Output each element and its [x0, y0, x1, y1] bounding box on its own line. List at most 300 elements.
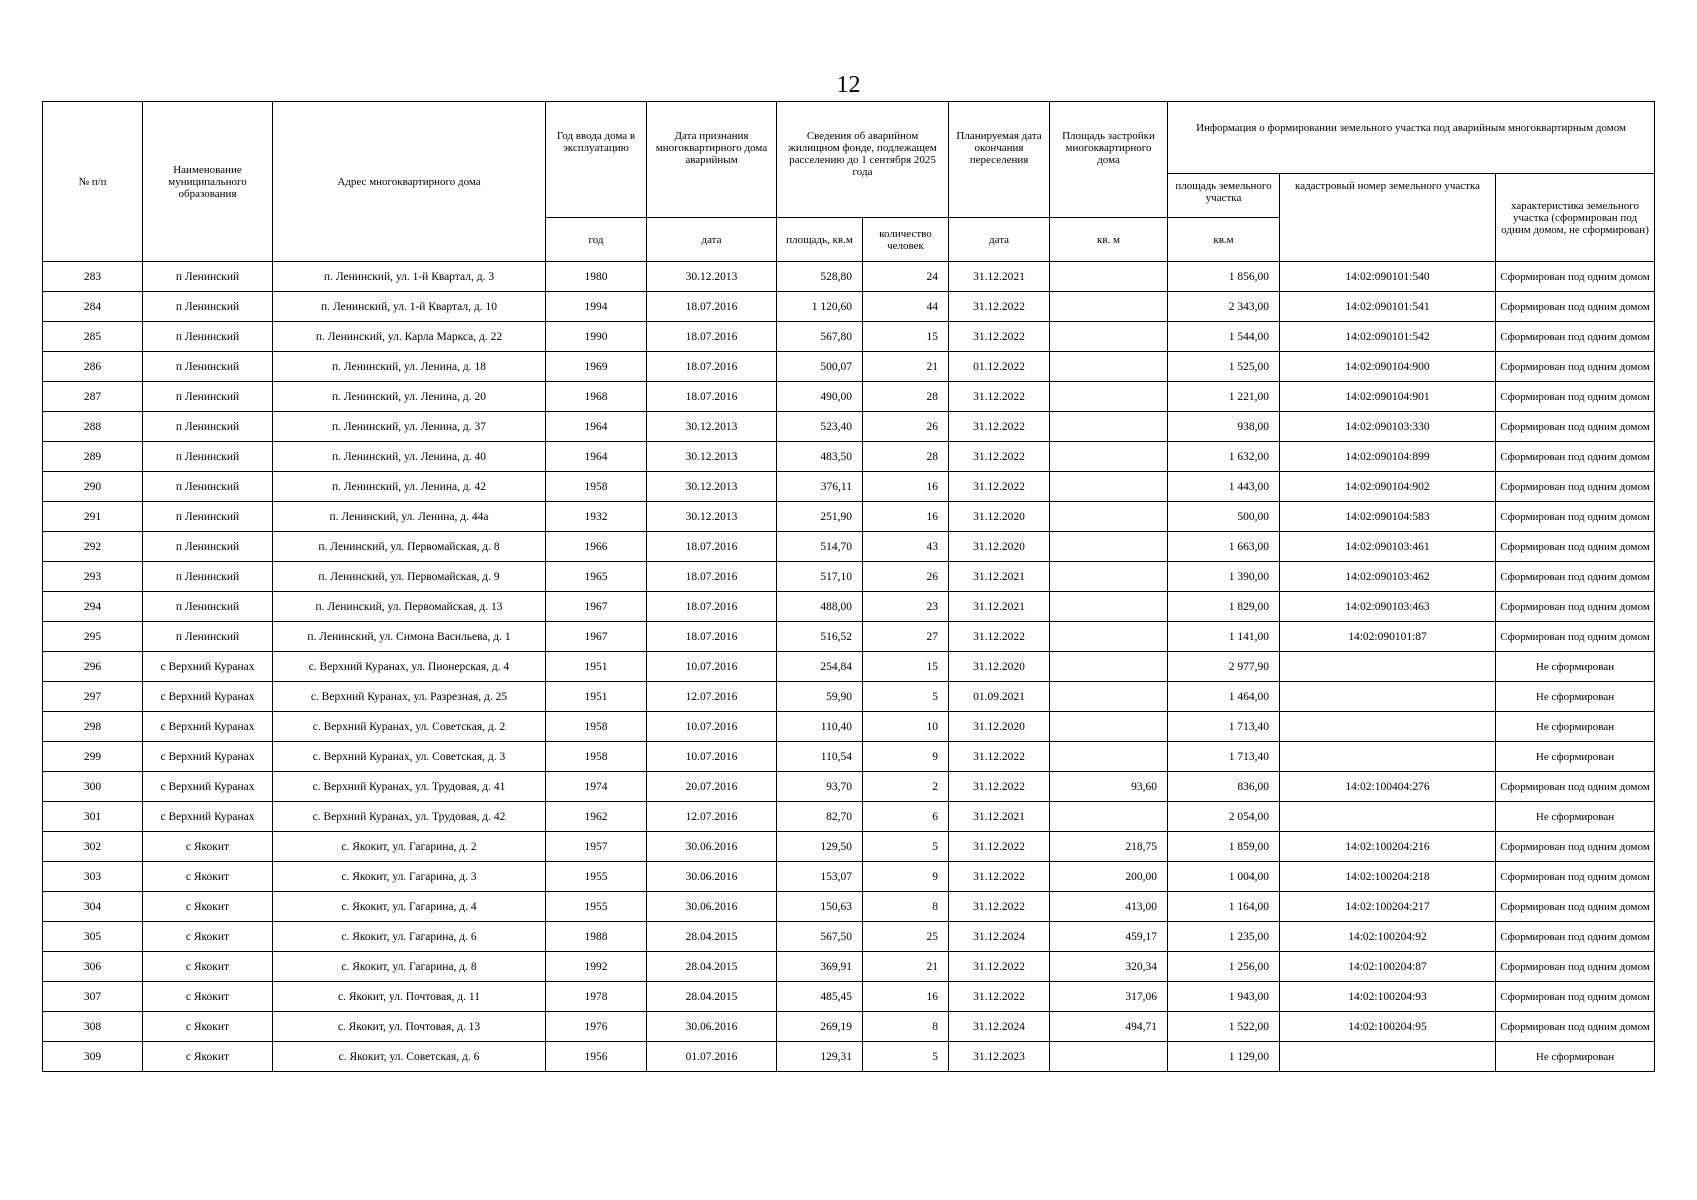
row-number: 296: [43, 652, 143, 682]
area-cell: 485,45: [777, 982, 863, 1012]
built-area-cell: [1050, 442, 1168, 472]
emergency-date-cell: 01.07.2016: [647, 1042, 777, 1072]
municipality-cell: с Якокит: [143, 892, 273, 922]
emergency-date-cell: 10.07.2016: [647, 712, 777, 742]
resettlement-date-cell: 31.12.2020: [949, 652, 1050, 682]
people-cell: 9: [863, 862, 949, 892]
address-cell: с. Якокит, ул. Гагарина, д. 8: [273, 952, 546, 982]
resettlement-date-cell: 01.09.2021: [949, 682, 1050, 712]
people-cell: 2: [863, 772, 949, 802]
table-row: [43, 532, 1655, 562]
built-area-cell: [1050, 742, 1168, 772]
unit-year: год: [546, 218, 647, 262]
resettlement-date-cell: 31.12.2022: [949, 832, 1050, 862]
built-area-cell: [1050, 502, 1168, 532]
municipality-cell: с Верхний Куранах: [143, 742, 273, 772]
cadastral-number-cell: 14:02:090101:541: [1280, 292, 1496, 322]
year-cell: 1964: [546, 442, 647, 472]
land-area-cell: 1 235,00: [1168, 922, 1280, 952]
people-cell: 15: [863, 322, 949, 352]
land-area-cell: 1 221,00: [1168, 382, 1280, 412]
row-number: 289: [43, 442, 143, 472]
cadastral-number-cell: [1280, 742, 1496, 772]
land-area-cell: 1 663,00: [1168, 532, 1280, 562]
land-area-cell: 1 632,00: [1168, 442, 1280, 472]
table-row: [43, 712, 1655, 742]
emergency-date-cell: 10.07.2016: [647, 742, 777, 772]
row-number: 303: [43, 862, 143, 892]
built-area-cell: 494,71: [1050, 1012, 1168, 1042]
land-area-cell: 836,00: [1168, 772, 1280, 802]
address-cell: с. Верхний Куранах, ул. Разрезная, д. 25: [273, 682, 546, 712]
cadastral-number-cell: 14:02:090104:583: [1280, 502, 1496, 532]
built-area-cell: [1050, 652, 1168, 682]
municipality-cell: с Якокит: [143, 1012, 273, 1042]
address-cell: п. Ленинский, ул. Первомайская, д. 13: [273, 592, 546, 622]
unit-built-sqm: кв. м: [1050, 218, 1168, 262]
year-cell: 1992: [546, 952, 647, 982]
built-area-cell: 218,75: [1050, 832, 1168, 862]
row-number: 306: [43, 952, 143, 982]
land-area-cell: 1 522,00: [1168, 1012, 1280, 1042]
people-cell: 5: [863, 832, 949, 862]
municipality-cell: п Ленинский: [143, 562, 273, 592]
land-characteristic-cell: Сформирован под одним домом: [1496, 442, 1655, 472]
cadastral-number-cell: 14:02:090104:899: [1280, 442, 1496, 472]
people-cell: 21: [863, 352, 949, 382]
resettlement-date-cell: 31.12.2021: [949, 262, 1050, 292]
year-cell: 1964: [546, 412, 647, 442]
land-area-cell: 1 943,00: [1168, 982, 1280, 1012]
resettlement-date-cell: 31.12.2022: [949, 292, 1050, 322]
built-area-cell: [1050, 352, 1168, 382]
emergency-date-cell: 12.07.2016: [647, 682, 777, 712]
built-area-cell: [1050, 382, 1168, 412]
land-characteristic-cell: Сформирован под одним домом: [1496, 922, 1655, 952]
table-row: [43, 832, 1655, 862]
row-number: 309: [43, 1042, 143, 1072]
address-cell: п. Ленинский, ул. Ленина, д. 40: [273, 442, 546, 472]
people-cell: 28: [863, 382, 949, 412]
resettlement-date-cell: 31.12.2022: [949, 382, 1050, 412]
emergency-date-cell: 18.07.2016: [647, 592, 777, 622]
year-cell: 1976: [546, 1012, 647, 1042]
municipality-cell: с Якокит: [143, 952, 273, 982]
area-cell: 517,10: [777, 562, 863, 592]
land-characteristic-cell: Не сформирован: [1496, 712, 1655, 742]
municipality-cell: с Верхний Куранах: [143, 802, 273, 832]
built-area-cell: [1050, 532, 1168, 562]
area-cell: 567,50: [777, 922, 863, 952]
land-area-cell: 2 343,00: [1168, 292, 1280, 322]
header-emergency-date: Дата признания многоквартирного дома аварийным: [647, 102, 777, 218]
year-cell: 1958: [546, 472, 647, 502]
area-cell: 110,54: [777, 742, 863, 772]
resettlement-date-cell: 31.12.2021: [949, 592, 1050, 622]
header-land-info: Информация о формировании земельного участка под аварийным многоквартирным домом: [1168, 102, 1655, 174]
resettlement-date-cell: 31.12.2021: [949, 562, 1050, 592]
unit-resettle-date: дата: [949, 218, 1050, 262]
cadastral-number-cell: 14:02:090101:542: [1280, 322, 1496, 352]
row-number: 302: [43, 832, 143, 862]
built-area-cell: [1050, 412, 1168, 442]
cadastral-number-cell: 14:02:100204:216: [1280, 832, 1496, 862]
table-row: [43, 292, 1655, 322]
resettlement-date-cell: 31.12.2022: [949, 982, 1050, 1012]
people-cell: 26: [863, 412, 949, 442]
table-header: [43, 102, 1655, 262]
resettlement-date-cell: 31.12.2022: [949, 862, 1050, 892]
row-number: 301: [43, 802, 143, 832]
area-cell: 93,70: [777, 772, 863, 802]
municipality-cell: с Верхний Куранах: [143, 712, 273, 742]
resettlement-date-cell: 31.12.2020: [949, 712, 1050, 742]
area-cell: 369,91: [777, 952, 863, 982]
built-area-cell: [1050, 562, 1168, 592]
row-number: 287: [43, 382, 143, 412]
people-cell: 16: [863, 502, 949, 532]
header-emergency-fund: Сведения об аварийном жилищном фонде, подлежащем расселению до 1 сентября 2025 года: [777, 102, 949, 218]
table-row: [43, 952, 1655, 982]
resettlement-date-cell: 31.12.2022: [949, 442, 1050, 472]
year-cell: 1955: [546, 862, 647, 892]
table-row: [43, 652, 1655, 682]
resettlement-date-cell: 31.12.2022: [949, 952, 1050, 982]
row-number: 285: [43, 322, 143, 352]
resettlement-date-cell: 31.12.2024: [949, 1012, 1050, 1042]
emergency-date-cell: 18.07.2016: [647, 352, 777, 382]
cadastral-number-cell: 14:02:090103:461: [1280, 532, 1496, 562]
people-cell: 16: [863, 472, 949, 502]
address-cell: с. Якокит, ул. Советская, д. 6: [273, 1042, 546, 1072]
resettlement-date-cell: 31.12.2022: [949, 772, 1050, 802]
people-cell: 8: [863, 892, 949, 922]
municipality-cell: п Ленинский: [143, 502, 273, 532]
municipality-cell: п Ленинский: [143, 442, 273, 472]
built-area-cell: [1050, 322, 1168, 352]
year-cell: 1968: [546, 382, 647, 412]
emergency-date-cell: 30.12.2013: [647, 262, 777, 292]
land-characteristic-cell: Сформирован под одним домом: [1496, 592, 1655, 622]
land-area-cell: 1 713,40: [1168, 742, 1280, 772]
area-cell: 1 120,60: [777, 292, 863, 322]
land-characteristic-cell: Сформирован под одним домом: [1496, 472, 1655, 502]
emergency-date-cell: 18.07.2016: [647, 562, 777, 592]
built-area-cell: [1050, 622, 1168, 652]
year-cell: 1957: [546, 832, 647, 862]
row-number: 300: [43, 772, 143, 802]
land-characteristic-cell: Не сформирован: [1496, 1042, 1655, 1072]
table-row: [43, 472, 1655, 502]
address-cell: с. Верхний Куранах, ул. Трудовая, д. 41: [273, 772, 546, 802]
cadastral-number-cell: [1280, 1042, 1496, 1072]
land-characteristic-cell: Сформирован под одним домом: [1496, 352, 1655, 382]
area-cell: 153,07: [777, 862, 863, 892]
row-number: 294: [43, 592, 143, 622]
address-cell: с. Якокит, ул. Почтовая, д. 11: [273, 982, 546, 1012]
header-built-area: Площадь застройки многоквартирного дома: [1050, 102, 1168, 218]
land-characteristic-cell: Сформирован под одним домом: [1496, 622, 1655, 652]
emergency-date-cell: 30.12.2013: [647, 412, 777, 442]
table-row: [43, 442, 1655, 472]
year-cell: 1962: [546, 802, 647, 832]
area-cell: 254,84: [777, 652, 863, 682]
resettlement-date-cell: 31.12.2022: [949, 412, 1050, 442]
land-characteristic-cell: Не сформирован: [1496, 652, 1655, 682]
land-characteristic-cell: Сформирован под одним домом: [1496, 832, 1655, 862]
row-number: 284: [43, 292, 143, 322]
header-num: № п/п: [43, 102, 143, 262]
municipality-cell: п Ленинский: [143, 292, 273, 322]
table-row: [43, 592, 1655, 622]
cadastral-number-cell: 14:02:100404:276: [1280, 772, 1496, 802]
emergency-date-cell: 18.07.2016: [647, 292, 777, 322]
land-characteristic-cell: Сформирован под одним домом: [1496, 532, 1655, 562]
area-cell: 516,52: [777, 622, 863, 652]
address-cell: с. Якокит, ул. Почтовая, д. 13: [273, 1012, 546, 1042]
land-area-cell: 2 054,00: [1168, 802, 1280, 832]
people-cell: 15: [863, 652, 949, 682]
land-characteristic-cell: Сформирован под одним домом: [1496, 862, 1655, 892]
cadastral-number-cell: 14:02:090101:87: [1280, 622, 1496, 652]
table-row: [43, 922, 1655, 952]
land-characteristic-cell: Не сформирован: [1496, 742, 1655, 772]
municipality-cell: п Ленинский: [143, 322, 273, 352]
built-area-cell: [1050, 682, 1168, 712]
people-cell: 5: [863, 682, 949, 712]
area-cell: 129,50: [777, 832, 863, 862]
municipality-cell: с Якокит: [143, 1042, 273, 1072]
year-cell: 1958: [546, 742, 647, 772]
area-cell: 269,19: [777, 1012, 863, 1042]
row-number: 288: [43, 412, 143, 442]
people-cell: 24: [863, 262, 949, 292]
cadastral-number-cell: [1280, 802, 1496, 832]
area-cell: 376,11: [777, 472, 863, 502]
table-row: [43, 352, 1655, 382]
cadastral-number-cell: 14:02:100204:95: [1280, 1012, 1496, 1042]
cadastral-number-cell: 14:02:100204:87: [1280, 952, 1496, 982]
land-area-cell: 1 829,00: [1168, 592, 1280, 622]
land-characteristic-cell: Сформирован под одним домом: [1496, 262, 1655, 292]
emergency-date-cell: 30.06.2016: [647, 1012, 777, 1042]
cadastral-number-cell: [1280, 652, 1496, 682]
year-cell: 1967: [546, 622, 647, 652]
row-number: 308: [43, 1012, 143, 1042]
area-cell: 523,40: [777, 412, 863, 442]
area-cell: 528,80: [777, 262, 863, 292]
built-area-cell: [1050, 472, 1168, 502]
address-cell: п. Ленинский, ул. Первомайская, д. 8: [273, 532, 546, 562]
built-area-cell: [1050, 712, 1168, 742]
land-characteristic-cell: Сформирован под одним домом: [1496, 292, 1655, 322]
header-municipality: Наименование муниципального образования: [143, 102, 273, 262]
header-cadastral-number: кадастровый номер земельного участка: [1280, 174, 1496, 262]
table-row: [43, 892, 1655, 922]
address-cell: с. Якокит, ул. Гагарина, д. 4: [273, 892, 546, 922]
table-row: [43, 682, 1655, 712]
municipality-cell: п Ленинский: [143, 532, 273, 562]
people-cell: 8: [863, 1012, 949, 1042]
area-cell: 514,70: [777, 532, 863, 562]
land-area-cell: 1 856,00: [1168, 262, 1280, 292]
year-cell: 1974: [546, 772, 647, 802]
emergency-housing-table: [42, 101, 1655, 1072]
address-cell: с. Якокит, ул. Гагарина, д. 3: [273, 862, 546, 892]
address-cell: с. Верхний Куранах, ул. Советская, д. 3: [273, 742, 546, 772]
table-row: [43, 562, 1655, 592]
emergency-date-cell: 30.06.2016: [647, 892, 777, 922]
resettlement-date-cell: 31.12.2020: [949, 502, 1050, 532]
address-cell: с. Якокит, ул. Гагарина, д. 6: [273, 922, 546, 952]
land-area-cell: 1 713,40: [1168, 712, 1280, 742]
area-cell: 500,07: [777, 352, 863, 382]
row-number: 299: [43, 742, 143, 772]
table-row: [43, 982, 1655, 1012]
emergency-date-cell: 18.07.2016: [647, 382, 777, 412]
built-area-cell: 93,60: [1050, 772, 1168, 802]
land-characteristic-cell: Не сформирован: [1496, 802, 1655, 832]
year-cell: 1980: [546, 262, 647, 292]
year-cell: 1956: [546, 1042, 647, 1072]
table-row: [43, 1012, 1655, 1042]
land-characteristic-cell: Не сформирован: [1496, 682, 1655, 712]
header-land-area: площадь земельного участка: [1168, 174, 1280, 218]
cadastral-number-cell: 14:02:090104:900: [1280, 352, 1496, 382]
row-number: 304: [43, 892, 143, 922]
municipality-cell: п Ленинский: [143, 412, 273, 442]
row-number: 295: [43, 622, 143, 652]
built-area-cell: [1050, 292, 1168, 322]
cadastral-number-cell: 14:02:090103:462: [1280, 562, 1496, 592]
resettlement-date-cell: 31.12.2021: [949, 802, 1050, 832]
resettlement-date-cell: 31.12.2022: [949, 892, 1050, 922]
table-row: [43, 772, 1655, 802]
people-cell: 27: [863, 622, 949, 652]
emergency-date-cell: 10.07.2016: [647, 652, 777, 682]
unit-date: дата: [647, 218, 777, 262]
area-cell: 82,70: [777, 802, 863, 832]
resettlement-date-cell: 31.12.2023: [949, 1042, 1050, 1072]
municipality-cell: с Якокит: [143, 982, 273, 1012]
cadastral-number-cell: 14:02:100204:92: [1280, 922, 1496, 952]
year-cell: 1978: [546, 982, 647, 1012]
land-area-cell: 1 141,00: [1168, 622, 1280, 652]
address-cell: с. Верхний Куранах, ул. Советская, д. 2: [273, 712, 546, 742]
land-characteristic-cell: Сформирован под одним домом: [1496, 322, 1655, 352]
address-cell: п. Ленинский, ул. Ленина, д. 42: [273, 472, 546, 502]
row-number: 290: [43, 472, 143, 502]
land-area-cell: 1 390,00: [1168, 562, 1280, 592]
emergency-date-cell: 30.12.2013: [647, 442, 777, 472]
year-cell: 1965: [546, 562, 647, 592]
year-cell: 1990: [546, 322, 647, 352]
municipality-cell: п Ленинский: [143, 592, 273, 622]
emergency-date-cell: 28.04.2015: [647, 982, 777, 1012]
cadastral-number-cell: [1280, 682, 1496, 712]
table-row: [43, 322, 1655, 352]
unit-land-sqm: кв.м: [1168, 218, 1280, 262]
table-row: [43, 622, 1655, 652]
address-cell: п. Ленинский, ул. Карла Маркса, д. 22: [273, 322, 546, 352]
row-number: 305: [43, 922, 143, 952]
emergency-date-cell: 28.04.2015: [647, 952, 777, 982]
built-area-cell: [1050, 592, 1168, 622]
address-cell: п. Ленинский, ул. Ленина, д. 44а: [273, 502, 546, 532]
resettlement-date-cell: 31.12.2022: [949, 322, 1050, 352]
year-cell: 1932: [546, 502, 647, 532]
area-cell: 150,63: [777, 892, 863, 922]
people-cell: 28: [863, 442, 949, 472]
address-cell: п. Ленинский, ул. 1-й Квартал, д. 10: [273, 292, 546, 322]
municipality-cell: п Ленинский: [143, 622, 273, 652]
year-cell: 1955: [546, 892, 647, 922]
cadastral-number-cell: [1280, 712, 1496, 742]
emergency-date-cell: 18.07.2016: [647, 622, 777, 652]
address-cell: с. Якокит, ул. Гагарина, д. 2: [273, 832, 546, 862]
row-number: 292: [43, 532, 143, 562]
year-cell: 1951: [546, 682, 647, 712]
cadastral-number-cell: 14:02:100204:218: [1280, 862, 1496, 892]
area-cell: 110,40: [777, 712, 863, 742]
header-address: Адрес многоквартирного дома: [273, 102, 546, 262]
area-cell: 490,00: [777, 382, 863, 412]
resettlement-date-cell: 31.12.2022: [949, 742, 1050, 772]
emergency-date-cell: 30.06.2016: [647, 832, 777, 862]
cadastral-number-cell: 14:02:100204:93: [1280, 982, 1496, 1012]
table-row: [43, 382, 1655, 412]
year-cell: 1951: [546, 652, 647, 682]
people-cell: 26: [863, 562, 949, 592]
resettlement-date-cell: 31.12.2022: [949, 622, 1050, 652]
cadastral-number-cell: 14:02:090103:330: [1280, 412, 1496, 442]
built-area-cell: [1050, 1042, 1168, 1072]
address-cell: п. Ленинский, ул. Ленина, д. 18: [273, 352, 546, 382]
municipality-cell: п Ленинский: [143, 262, 273, 292]
area-cell: 129,31: [777, 1042, 863, 1072]
municipality-cell: п Ленинский: [143, 382, 273, 412]
resettlement-date-cell: 31.12.2024: [949, 922, 1050, 952]
emergency-date-cell: 30.06.2016: [647, 862, 777, 892]
address-cell: п. Ленинский, ул. 1-й Квартал, д. 3: [273, 262, 546, 292]
table-row: [43, 262, 1655, 292]
emergency-date-cell: 28.04.2015: [647, 922, 777, 952]
year-cell: 1969: [546, 352, 647, 382]
municipality-cell: с Якокит: [143, 832, 273, 862]
land-characteristic-cell: Сформирован под одним домом: [1496, 982, 1655, 1012]
row-number: 286: [43, 352, 143, 382]
resettlement-date-cell: 01.12.2022: [949, 352, 1050, 382]
row-number: 297: [43, 682, 143, 712]
table-row: [43, 742, 1655, 772]
land-area-cell: 500,00: [1168, 502, 1280, 532]
emergency-date-cell: 20.07.2016: [647, 772, 777, 802]
cadastral-number-cell: 14:02:100204:217: [1280, 892, 1496, 922]
land-area-cell: 1 443,00: [1168, 472, 1280, 502]
municipality-cell: п Ленинский: [143, 472, 273, 502]
area-cell: 251,90: [777, 502, 863, 532]
area-cell: 483,50: [777, 442, 863, 472]
land-area-cell: 1 544,00: [1168, 322, 1280, 352]
land-characteristic-cell: Сформирован под одним домом: [1496, 502, 1655, 532]
year-cell: 1967: [546, 592, 647, 622]
cadastral-number-cell: 14:02:090101:540: [1280, 262, 1496, 292]
row-number: 283: [43, 262, 143, 292]
people-cell: 5: [863, 1042, 949, 1072]
area-cell: 488,00: [777, 592, 863, 622]
emergency-date-cell: 18.07.2016: [647, 532, 777, 562]
land-area-cell: 1 256,00: [1168, 952, 1280, 982]
